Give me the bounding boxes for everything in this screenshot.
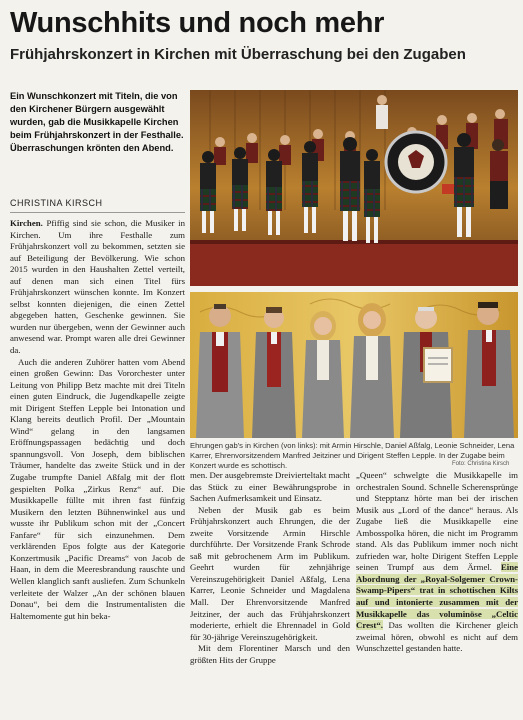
subheadline: Frühjahrskonzert in Kirchen mit Überraschung bei den Zugaben (10, 46, 466, 63)
concert-photo-image (190, 90, 518, 286)
highlighted-passage: Eine Abordnung der „Royal-Solgemer Crown-Swamp-Pipers“ trat in schottischen Kilts auf und intonierte zusammen mit der Musikkapelle das voluminöse „Celtic Crest“. (356, 562, 519, 631)
article-column-3 (356, 470, 518, 720)
article-column-2 (190, 470, 350, 720)
article-paragraph-text: Pfiffig sind sie schon, die Musiker in Kirchen. Um ihre Festhalle zum Frühjahrskonzert voll zu bekommen, setzten sie auf Beteiligung der Bevölkerung. Wie schon 2015 wurden in den Haushalten Zettel verteilt, auf denen man sich einen Titel fürs Frühjahrskonzert wünschen konnte. Im Konzert selbst konnten diejenigen, die einen Zettel abgegeben hatten, Geschenke gewinnen. Sie wurden nur übergeben, wenn der Gewinner auch anwesend war. Prompt waren alle drei Gewinner da. (10, 218, 186, 356)
honorees-photo (190, 292, 518, 438)
photo-credit: Foto: Christina Kirsch (452, 461, 510, 467)
byline-rule (10, 212, 185, 213)
dateline: Kirchen. (10, 218, 43, 228)
honorees-photo-image (190, 292, 518, 438)
article-paragraph: Auch die anderen Zuhörer hatten vom Abend einen großen Gewinn: Das Vororchester unter Leitung von Philipp Betz machte mit drei Titeln einen guten Eindruck, die Jugendkapelle zeigte mit Dirigent Steffen Lepple bei Intonation und Klang bereits deutlich Profil. Der „Mountain Wind“ gelang in den langsamen Eröffnungspassagen bedächtig und doch spannungsvoll. Von Joseph, dem biblischen Träumer, handelte das zweite Stück und in der Zugabe trumpfte Daniel Aßfalg mit der flott gespielten Polka „Zirkus Renz“ auf. Die Musikkapelle füllte mit ihren fast fünfzig Musikern den letzten Bühnenwinkel aus und wusste ihr Publikum schon mit der „Concert Fanfare“ für sich einzunehmen. Dem verklärenden Epos folgte aus der Kategorie Konzertmusik „Pacific Dreams“ von Jacob de Haan, in dem die Meeresbrandung rauschte und Wellen klanglich sanft ausliefen. Zum Schunkeln verleitete der Walzer „An der schönen blauen Donau“, bei dem die Instrumentalisten die Haltemomente gut hin beka- (10, 356, 185, 621)
article-paragraph: men. Der ausgebremste Dreivierteltakt macht das Stück zu einer Bewährungsprobe in Sachen Aufmerksamkeit und Einsatz. (190, 470, 350, 504)
article-paragraph: Mit dem Florentiner Marsch und den größten Hits der Gruppe (190, 643, 350, 665)
headline: Wunschhits und noch mehr (10, 7, 385, 39)
article-paragraph (10, 218, 185, 357)
article-column-1 (10, 218, 185, 718)
lead-paragraph: Ein Wunschkonzert mit Titeln, die von den Kirchener Bürgern ausgewählt wurden, gab die Musikkapelle Kirchen beim Frühjahrskonzert in der Festhalle. Überraschungen krönten den Abend. (10, 91, 184, 153)
column-3-intro: „Queen“ schwelgte die Musikkapelle im orchestralen Sound. Schnelle Scherensprünge und Stepptanz hörte man bei der irischen Musik aus „Lord of the dance“ heraus. Als Zugabe ließ die Musikkapelle eine Ambosspolka hören, die nicht im Programm stand. Als das Publikum immer noch nicht zufrieden war, holte Dirigent Steffen Lepple seinen Trumpf aus dem Ärmel. (356, 470, 518, 573)
article-paragraph (356, 470, 518, 655)
photo-caption: Ehrungen gab's in Kirchen (von links): mit Armin Hirschle, Daniel Aßfalg, Leonie Schneider, Lena Karrer, Ehrenvorsitzendem Manfred Jeitziner und Dirigent Steffen Lepple. In der Zugabe beim Konzert wurde es schottisch. (190, 441, 515, 470)
concert-photo (190, 90, 518, 286)
author-byline: CHRISTINA KIRSCH (10, 198, 103, 208)
column-3-outro: Das wollten die Kirchener gleich zweimal hören, obwohl es nicht auf dem Wunschzettel gestanden hatte. (356, 620, 518, 654)
article-paragraph: Neben der Musik gab es beim Frühjahrskonzert auch Ehrungen, die der zweite Vorsitzende Armin Hirschle durchführte. Der Vorsitzende Frank Schrode saß mit gebrochenem Arm im Publikum. Geehrt wurden für zehnjährige Vereinszugehörigkeit Daniel Aßfalg, Lena Karrer, Leonie Schneider und Magdalena Mall. Der Ehrenvorsitzende Manfred Jeitziner, der auch das Frühjahrskonzert moderierte, erhielt die Ehrennadel in Gold für 30-jährige Vereinszugehörigkeit. (190, 504, 350, 642)
